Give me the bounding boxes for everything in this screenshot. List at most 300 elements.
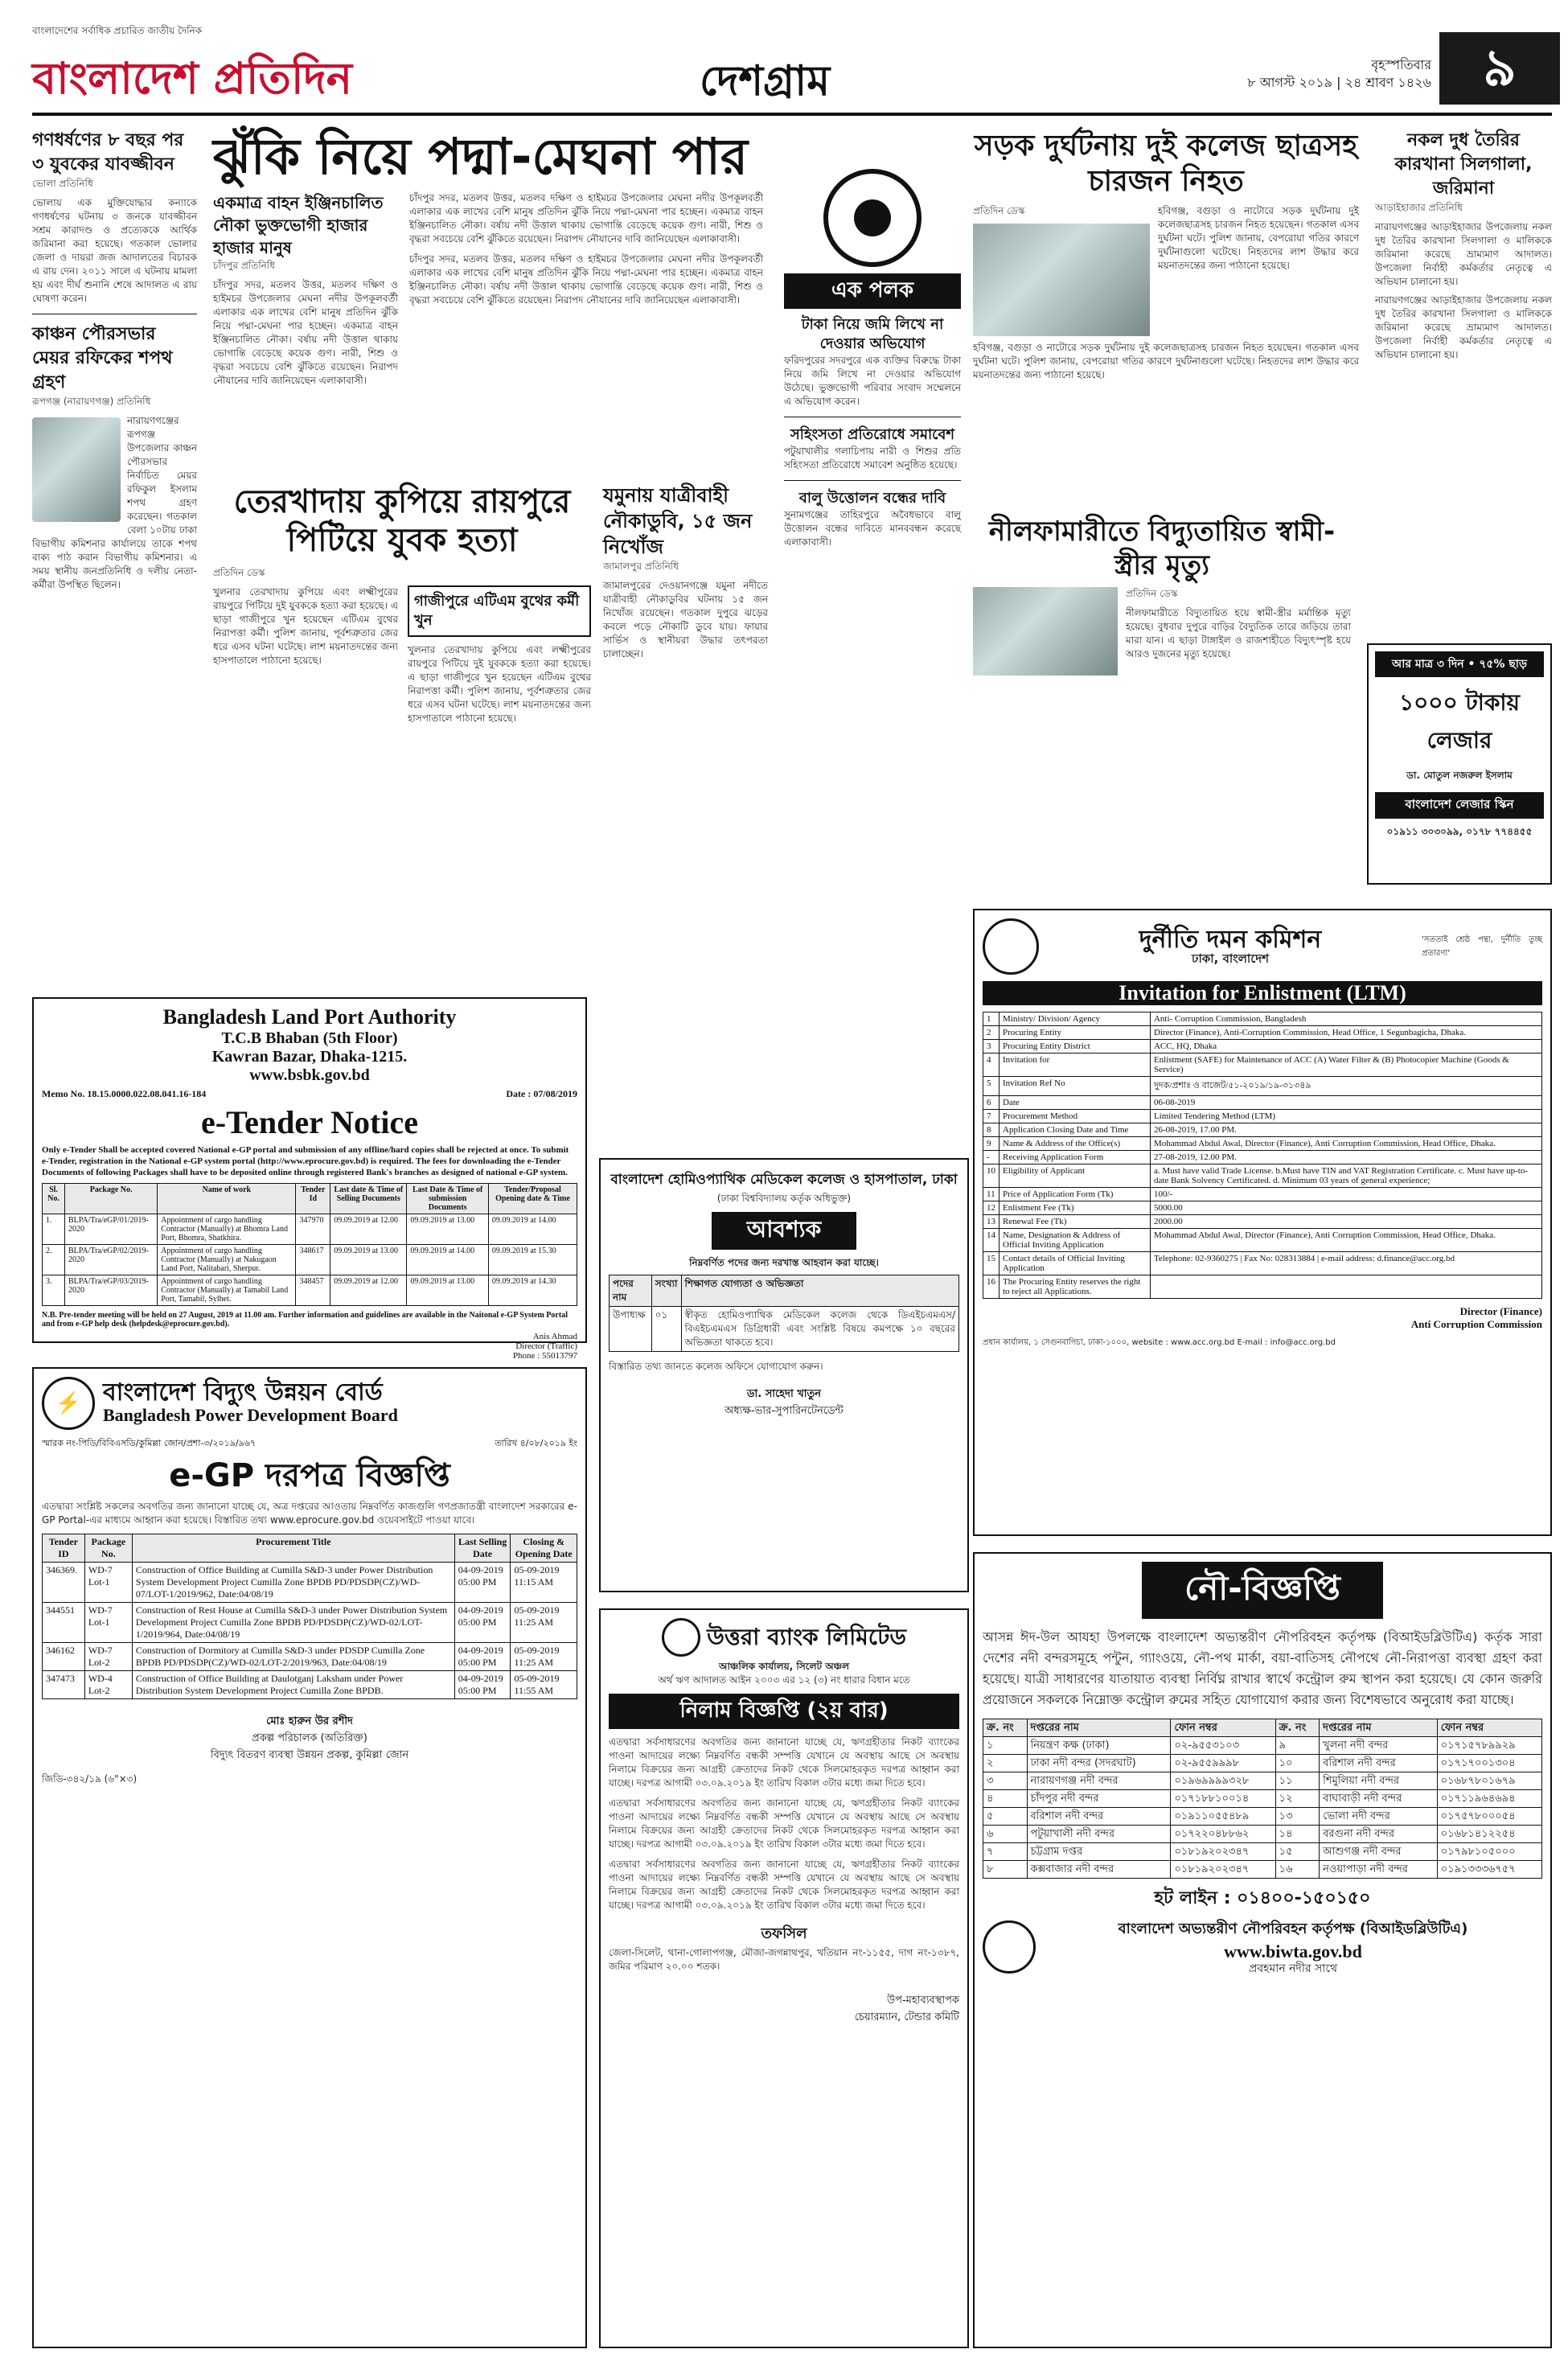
table-cell: Telephone: 02-9360275 | Fax No: 028313884 | e-mail address: d.finance@acc.org.bd [1150,1252,1541,1275]
table-cell: ০১৯১৩৩৩৬৭৫৭ [1437,1861,1541,1879]
brief-body: সুনামগঞ্জের তাহিরপুরে অবৈধভাবে বালু উত্তোলন বন্ধের দাবিতে মানববন্ধন করেছে এলাকাবাসী। [784,509,961,548]
story-headline: যমুনায় যাত্রীবাহী নৌকাডুবি, ১৫ জন নিখোঁজ [603,484,753,558]
table-row [983,1188,1542,1201]
masthead-brand [32,24,370,105]
org-city: ঢাকা, বাংলাদেশ [1191,951,1270,966]
story-byline: রূপগঞ্জ (নারায়ণগঞ্জ) প্রতিনিধি [32,396,151,407]
table-row [43,1275,577,1306]
table-cell: ১০ [1275,1755,1320,1772]
notice-title: নিলাম বিজ্ঞপ্তি (২য় বার) [609,1694,959,1729]
table-header: ক্র. নং [983,1719,1028,1737]
notice-title: Invitation for Enlistment (LTM) [983,981,1542,1005]
table-cell: 09.09.2019 at 14.00 [488,1214,577,1245]
ad-clinic: বাংলাদেশ লেজার স্কিন [1375,792,1544,819]
table-cell: 09.09.2019 at 13.00 [407,1214,489,1245]
bank-logo-icon [662,1618,700,1657]
story-headline: নকল দুধ তৈরির কারখানা সিলগালা, জরিমানা [1394,130,1533,199]
notice-body: এতদ্বারা সর্বসাধারণের অবগতির জন্য জানানো যাচ্ছে যে, ঋণগ্রহীতার নিকট ব্যাংকের পাওনা আদায়ের লক্ষ্যে নিম্নবর্ণিত বন্ধকী সম্পত্তি যেখানে যে অবস্থায় আছে সে অবস্থায় নিলামে বিক্রয়ের জন্য আগ্রহী ক্রেতাদের নিকট থেকে সিলমোহরকৃত দরপত্র আহ্বান করা যাচ্ছে। দরপত্র আগামী ০৩.০৯.২০১৯ ইং তারিখ বিকাল ৩টার মধ্যে জমা দিতে হবে। [609,1797,959,1850]
notice-title: আবশ্যক [712,1212,856,1250]
story-title: কাঞ্চন পৌরসভার মেয়র রফিকের শপথ গ্রহণ [32,324,173,392]
story-body: নারায়ণগঞ্জের আড়াইহাজার উপজেলায় নকল দুধ তৈরির কারখানা সিলগালা ও মালিককে জরিমানা করেছে ভ্রাম্যমাণ আদালত। উপজেলা নির্বাহী কর্মকর্তার নেতৃত্বে এ অভিযান চালানো হয়। [1375,221,1552,287]
table-cell: WD-7 Lot-2 [84,1643,132,1671]
table-cell: Contact details of Official Inviting Application [999,1252,1151,1275]
table-cell: a. Must have valid Trade License. b.Must have TIN and VAT Registration Certificate. c. Must have up-to-date Bank Solvency Certificated. d. Minimum 03 years of general experience; [1150,1164,1541,1188]
story-body: খুলনার তেরখাদায় কুপিয়ে এবং লক্ষ্মীপুরের রায়পুরে পিটিয়ে দুই যুবককে হত্যা করা হয়েছে। এ ছাড়া গাজীপুরে খুন হয়েছেন এটিএম বুথের নিরাপত্তা কর্মী। পুলিশ জানায়, পূর্বশত্রুতার জের ধরে এসব ঘটনা ঘটেছে। লাশ ময়নাতদন্তের জন্য হাসপাতালে পাঠানো হয়েছে। [213,586,398,666]
table-cell: WD-7 Lot-1 [84,1563,132,1603]
lead-story [213,129,768,388]
table-row [43,1643,577,1671]
mayor-photo [32,417,121,522]
signatory-org: বিদ্যুৎ বিতরণ ব্যবস্থা উন্নয়ন প্রকল্প, কুমিল্লা জোন [210,1749,409,1761]
table-cell: 05-09-2019 11:55 AM [511,1671,577,1699]
table-cell: Mohammad Abdul Awal, Director (Finance), Anti Corruption Commission, Head Office, Dhaka. [1150,1229,1541,1252]
lead-subtitle: একমাত্র বাহন ইঞ্জিনচালিত নৌকা ভুক্তভোগী হাজার হাজার মানুষ [213,193,384,257]
masthead-rule [32,113,1552,116]
table-header: Tender ID [43,1534,85,1563]
table-cell: কক্সবাজার নদী বন্দর [1027,1861,1171,1879]
table-cell: 05-09-2019 11:25 AM [511,1643,577,1671]
story-byline: ভোলা প্রতিনিধি [32,178,93,189]
weekday: বৃহস্পতিবার [1371,57,1431,72]
story-body: নারায়ণগঞ্জের আড়াইহাজার উপজেলায় নকল দুধ তৈরির কারখানা সিলগালা ও মালিককে জরিমানা করেছে ভ্রাম্যমাণ আদালত। উপজেলা নির্বাহী কর্মকর্তার নেতৃত্বে এ অভিযান চালানো হয়। [1375,294,1552,360]
table-cell: Construction of Office Building at Cumilla S&D-3 under Power Distribution System Development Project Cumilla Zone BPDB PD/PDSDP(CZ)/WD-07/LOT-1/2019/962, Date:04/08/19 [132,1563,454,1603]
table-cell: 12 [983,1201,999,1215]
table-cell: WD-7 Lot-1 [84,1603,132,1643]
table-cell: WD-4 Lot-2 [84,1671,132,1699]
table-cell: Invitation for [999,1054,1151,1077]
ad-doctor: ডা. মোতুল নজরুল ইসলাম [1406,770,1513,781]
table-cell: ০১৭৯৮১০৫০০০ [1437,1843,1541,1861]
biwta-logo-icon [983,1920,1036,1974]
table-cell: 09.09.2019 at 15.30 [488,1245,577,1275]
table-cell: বরিশাল নদী বন্দর [1027,1808,1171,1826]
table-header: Procurement Title [132,1534,454,1563]
table-cell: দুদক/প্রশাঃ ও বাজেট/৫১-২০১৯/১৯-৩১৩৪৯ [1150,1077,1541,1096]
table-cell: 15 [983,1252,999,1275]
table-header: Last Selling Date [454,1534,511,1563]
table-row [983,1826,1542,1843]
table-cell: ১১ [1275,1772,1320,1790]
story-byline: আড়াইহাজার প্রতিনিধি [1375,202,1463,213]
table-cell: ৪ [983,1790,1028,1808]
table-cell: চট্টগ্রাম দপ্তর [1027,1843,1171,1861]
org-website: www.biwta.gov.bd [1224,1941,1362,1961]
table-cell: 348617 [296,1245,330,1275]
page-number: ৯ [1439,32,1560,105]
table-cell: 16 [983,1275,999,1299]
vacancy-table [609,1275,959,1352]
table-cell: Renewal Fee (Tk) [999,1215,1151,1229]
eye-logo-icon [823,169,922,267]
table-cell: Enlistment Fee (Tk) [999,1201,1151,1215]
signatory-title: প্রকল্প পরিচালক (অতিরিক্ত) [252,1732,367,1744]
ad-price: ১০০০ টাকায় লেজার [1398,689,1521,754]
org-name-bn: বাংলাদেশ বিদ্যুৎ উন্নয়ন বোর্ড [103,1378,383,1407]
org-affiliation: (ঢাকা বিশ্ববিদ্যালয় কর্তৃক অধিভুক্ত) [716,1193,852,1204]
story-byline: জামালপুর প্রতিনিধি [603,561,679,572]
story-headline: নীলফামারীতে বিদ্যুতায়িত স্বামী-স্ত্রীর মৃত্যু [988,515,1336,581]
notice-intro: এতদ্বারা সংশ্লিষ্ট সকলের অবগতির জন্য জানানো যাচ্ছে যে, অত্র দপ্তরের আওতায় নিম্নবর্ণিত কাজগুলি গণপ্রজাতন্ত্রী বাংলাদেশ সরকারের e-GP Portal-এর মাধ্যমে আহ্বান করা হয়েছে। বিস্তারিত তথ্য www.eprocure.gov.bd ওয়েবসাইটে পাওয়া যাবে। [42,1501,577,1526]
table-row [43,1563,577,1603]
laser-skin-ad [1367,643,1552,885]
table-cell: 26-08-2019, 17.00 PM. [1150,1123,1541,1137]
table-row [983,1861,1542,1879]
table-cell: Procurement Method [999,1110,1151,1123]
table-row [983,1110,1542,1123]
col1-stories [32,129,197,592]
table-header: Package No. [64,1184,157,1214]
table-cell: 5000.00 [1150,1201,1541,1215]
bpdb-logo-icon: ⚡ [42,1377,95,1430]
table-cell: 2. [43,1245,65,1275]
signatory-name: Anis Ahmad [532,1332,577,1341]
schedule-body: জেলা-সিলেট, থানা-গোলাপগঞ্জ, মৌজা-জগন্নাথপুর, খতিয়ান নং-১১৫৫, দাগ নং-১৩৮৭, জমির পরিমাণ ২০.০০ শতক। [609,1947,959,1972]
table-cell: Price of Application Form (Tk) [999,1188,1151,1201]
table-cell: 1. [43,1214,65,1245]
table-header: শিক্ষাগত যোগ্যতা ও অভিজ্ঞতা [681,1275,958,1307]
table-cell: আশুগঞ্জ নদী বন্দর [1320,1843,1438,1861]
biwta-notice [973,1552,1552,2348]
table-row [983,1755,1542,1772]
table-cell: ৩ [983,1772,1028,1790]
table-cell: 09.09.2019 at 13.00 [330,1245,407,1275]
hotline: হট লাইন : ০১৪০০-১৫০১৫০ [1154,1888,1371,1908]
table-row [983,1012,1542,1026]
notice-footer: প্রধান কার্যালয়, ১ সেগুনবাগিচা, ঢাকা-১০০০, website : www.acc.org.bd E-mail : info@acc.org.bd [983,1338,1336,1347]
table-cell: 04-09-2019 05:00 PM [454,1671,511,1699]
table-cell: নারায়ণগঞ্জ নদী বন্দর [1027,1772,1171,1790]
table-header: ক্র. নং [1275,1719,1320,1737]
uttara-bank-auction [599,1608,969,2348]
table-cell: 10 [983,1164,999,1188]
table-cell: স্বীকৃত হোমিওপ্যাথিক মেডিকেল কলেজ থেকে ডিএইচএমএস/বিএইচএমএস ডিগ্রিধারী এবং সংশ্লিষ্ট বিষয়ে কমপক্ষে ১০ বছরের অভিজ্ঞতা থাকতে হবে। [681,1307,958,1352]
schedule-title: তফসিল [761,1925,807,1942]
story-body: নারায়ণগঞ্জের রূপগঞ্জ উপজেলার কাঞ্চন পৌরসভার নির্বাচিত মেয়র রফিকুল ইসলাম শপথ গ্রহণ করেছেন। গতকাল বেলা ১০টায় ঢাকা বিভাগীয় কমিশনার কার্যালয়ে তাকে শপথ বাক্য পাঠ করান বিভাগীয় কমিশনার। এ সময় স্থানীয় জনপ্রতিনিধি ও দলীয় নেতা-কর্মীরা উপস্থিত ছিলেন। [32,415,197,590]
table-row [983,1164,1542,1188]
table-cell: Procuring Entity District [999,1040,1151,1054]
accident-photo [973,224,1150,336]
brand-logo: বাংলাদেশ প্রতিদিন [32,53,352,104]
table-cell: ০১৮১৯২০২৩৪৭ [1171,1861,1275,1879]
table-cell: ১৫ [1275,1843,1320,1861]
table-cell: নিয়ন্ত্রণ কক্ষ (ঢাকা) [1027,1737,1171,1755]
table-cell: ০১৯৬৯৯৯৯৩২৮ [1171,1772,1275,1790]
table-header: Sl. No. [43,1184,65,1214]
jamuna-story [603,483,768,661]
table-cell: Receiving Application Form [999,1151,1151,1164]
brief-body: ফরিদপুরের সদরপুরে এক ব্যক্তির বিরুদ্ধে টাকা নিয়ে জমি লিখে না দেওয়ার অভিযোগ উঠেছে। ভুক্তভোগী পরিবার সংবাদ সম্মেলনে এ অভিযোগ করেন। [784,355,961,407]
table-cell: 8 [983,1123,999,1137]
story-title: গণধর্ষণের ৮ বছর পর ৩ যুবকের যাবজ্জীবন [32,130,184,175]
lead-byline: চাঁদপুর প্রতিনিধি [213,260,275,271]
signatory-title: উপ-মহাব্যবস্থাপক [887,1994,959,2006]
org-website: www.bsbk.gov.bd [249,1066,370,1084]
table-cell: Construction of Dormitory at Cumilla S&D-3 under PDSDP Cumilla Zone BPDB PD/PDSDP(CZ)/WD-02/LOT-2/2019/963, Date:04/08/19 [132,1643,454,1671]
table-row [983,1229,1542,1252]
table-cell: Procuring Entity [999,1026,1151,1040]
issue-date: ৮ আগস্ট ২০১৯ | ২৪ শ্রাবণ ১৪২৬ [1247,75,1431,90]
story-body: হবিগঞ্জ, বগুড়া ও নাটোরে সড়ক দুর্ঘটনায় দুই কলেজছাত্রসহ চারজন নিহত হয়েছেন। গতকাল এসব দুর্ঘটনা ঘটে। পুলিশ জানায়, বেপরোয়া গতির কারণে দুর্ঘটনাগুলো ঘটেছে। নিহতদের লাশ উদ্ধার করে ময়নাতদন্তের জন্য পাঠানো হয়েছে। [1158,205,1359,271]
acc-logo-icon [983,918,1039,975]
table-cell: 05-09-2019 11:15 AM [511,1563,577,1603]
signatory-phone: Phone : 55013797 [512,1351,577,1361]
table-row [983,1077,1542,1096]
table-cell: বরিশাল নদী বন্দর [1320,1755,1438,1772]
notice-footer: বিস্তারিত তথ্য জানতে কলেজ অফিসে যোগাযোগ করুন। [609,1361,823,1372]
notice-title: নৌ-বিজ্ঞপ্তি [1142,1562,1383,1619]
table-cell: Ministry/ Division/ Agency [999,1012,1151,1026]
notice-body: আসন্ন ঈদ-উল আযহা উপলক্ষে বাংলাদেশ অভ্যন্তরীণ নৌপরিবহন কর্তৃপক্ষ (বিআইডব্লিউটিএ) কর্তৃক সারা দেশের নদী বন্দরসমূহে পন্টুন, গ্যাংওয়ে, নৌ-পথ মার্কা, বয়া-বাতিসহ নৌপথে নৌ-নিরাপত্তা ব্যবস্থা গ্রহণ করা হয়েছে। যাত্রী সাধারণের যাতায়াত ব্যবস্থা নির্বিঘ্ন রাখার স্বার্থে কন্ট্রোল রুম স্থাপন করা হয়েছে। যে কোন জরুরি প্রয়োজনে সকলকে নিম্নোক্ত কন্ট্রোল রুমের সহিত যোগাযোগ করার জন্য বিশেষভাবে অনুরোধ করা যাচ্ছে। [983,1629,1542,1707]
ek-palak-column [784,169,961,549]
table-cell: ৬ [983,1826,1028,1843]
table-row [983,1137,1542,1151]
story-body: জামালপুরের দেওয়ানগঞ্জে যমুনা নদীতে যাত্রীবাহী নৌকাডুবির ঘটনায় ১৫ জন নিখোঁজ রয়েছেন। গতকাল দুপুরে ঝড়ের কবলে পড়ে নৌকাটি ডুবে যায়। ফায়ার সার্ভিস ও স্থানীয়রা উদ্ধার তৎপরতা চালাচ্ছেন। [603,580,768,659]
table-cell: ০১৭৫৭৮০০০৫৪ [1437,1808,1541,1826]
table-header: ফোন নম্বর [1437,1719,1541,1737]
table-row [983,1151,1542,1164]
column-logo: এক পলক [784,273,961,309]
table-header: Closing & Opening Date [511,1534,577,1563]
table-cell: ১৩ [1275,1808,1320,1826]
org-name: বাংলাদেশ হোমিওপ্যাথিক মেডিকেল কলেজ ও হাসপাতাল, ঢাকা [610,1172,958,1188]
org-name-bn: বাংলাদেশ অভ্যন্তরীণ নৌপরিবহন কর্তৃপক্ষ (বিআইডব্লিউটিএ) [1118,1920,1468,1937]
memo-date: Date : 07/08/2019 [506,1088,577,1099]
table-cell: ০২-৯৫৫৩১০৩ [1171,1737,1275,1755]
table-cell: ০১৬৮১৪১২২৫৪ [1437,1826,1541,1843]
table-cell: ভোলা নদী বন্দর [1320,1808,1438,1826]
table-cell: Date [999,1096,1151,1110]
table-cell: ০১৯১১০৫৫৪৮৯ [1171,1808,1275,1826]
table-cell: 346162 [43,1643,85,1671]
accident-story [973,129,1359,382]
control-room-table [983,1719,1542,1879]
table-header: Package No. [84,1534,132,1563]
signatory-org: Anti Corruption Commission [1410,1318,1542,1330]
tender-table [42,1183,577,1306]
signatory-sub: চেয়ারম্যান, টেন্ডার কমিটি [854,2011,959,2023]
story-body: খুলনার তেরখাদায় কুপিয়ে এবং লক্ষ্মীপুরের রায়পুরে পিটিয়ে দুই যুবককে হত্যা করা হয়েছে। এ ছাড়া গাজীপুরে খুন হয়েছেন এটিএম বুথের নিরাপত্তা কর্মী। পুলিশ জানায়, পূর্বশত্রুতার জের ধরে এসব ঘটনা ঘটেছে। লাশ ময়নাতদন্তের জন্য হাসপাতালে পাঠানো হয়েছে। [408,644,591,724]
table-cell: 100/- [1150,1188,1541,1201]
table-cell: Mohammad Abdul Awal, Director (Finance), Anti Corruption Commission, Head Office, Dhaka. [1150,1137,1541,1151]
table-cell: 2000.00 [1150,1215,1541,1229]
table-cell: খুলনা নদী বন্দর [1320,1737,1438,1755]
table-cell: 1 [983,1012,999,1026]
table-cell: 7 [983,1110,999,1123]
table-cell: ১৬ [1275,1861,1320,1879]
lead-body-continued: চাঁদপুর সদর, মতলব উত্তর, মতলব দক্ষিণ ও হাইমচর উপজেলার মেঘনা নদীর উপকূলবর্তী এলাকার এক লাখের বেশি মানুষ প্রতিদিন ঝুঁকি নিয়ে পদ্মা-মেঘনা পার হচ্ছেন। একমাত্র বাহন ইঞ্জিনচালিত নৌকা। বর্ষায় নদী উত্তাল থাকায় ভোগান্তি বেড়েছে কয়েক গুণ। নারী, শিশু ও বৃদ্ধরা সবচেয়ে বেশি ঝুঁকিতে রয়েছেন। নিরাপদ নৌযানের দাবি জানিয়েছেন এলাকাবাসী। [409,192,763,244]
table-cell: ০১৬৮৭৮০১৬৭৯ [1437,1772,1541,1790]
table-row [983,1123,1542,1137]
table-cell: 346369. [43,1563,85,1603]
table-row [43,1603,577,1643]
table-cell: পটুয়াখালী নদী বন্দর [1027,1826,1171,1843]
table-cell: ৮ [983,1861,1028,1879]
table-cell: 11 [983,1188,999,1201]
table-row [983,1054,1542,1077]
table-cell: Construction of Rest House at Cumilla S&D-3 under Power Distribution System Development Project Cumilla Zone BPDB PD/PDSDP(CZ)/WD-02/LOT-1/2019/964, Date:04/08/19 [132,1603,454,1643]
table-cell: 5 [983,1077,999,1096]
bank-office: আঞ্চলিক কার্যালয়, সিলেট অঞ্চল [718,1661,850,1672]
table-cell: - [983,1151,999,1164]
table-header: Last date & Time of Selling Documents [330,1184,407,1214]
table-cell: 06-08-2019 [1150,1096,1541,1110]
table-cell: 9 [983,1137,999,1151]
table-cell: Director (Finance), Anti-Corruption Commission, Head Office, 1 Segunbagicha, Dhaka. [1150,1026,1541,1040]
table-row [983,1737,1542,1755]
table-row [983,1040,1542,1054]
table-cell: 27-08-2019, 12.00 PM. [1150,1151,1541,1164]
divider [784,480,961,481]
signatory-name: ডা. সাহেদা খাতুন [746,1388,822,1400]
org-address: Kawran Bazar, Dhaka-1215. [211,1048,408,1066]
table-cell: Construction of Office Building at Daulotganj Laksham under Power Distribution System Development Project Cumilla Zone BPDB. [132,1671,454,1699]
brand-tagline: বাংলাদেশের সর্বাধিক প্রচারিত জাতীয় দৈনিক [32,25,203,36]
bpdb-tender-notice [32,1367,587,2348]
notice-footnote: N.B. Pre-tender meeting will be held on 27 August, 2019 at 11.00 am. Further information and guidelines are available in the Naitonal e-GP System Portal and from e-GP help desk (helpdesk@eprocure.gov.bd). [42,1311,568,1329]
table-cell: 2 [983,1026,999,1040]
table-cell: 04-09-2019 05:00 PM [454,1563,511,1603]
table-cell: Enlistment (SAFE) for Maintenance of ACC (A) Water Filter & (B) Photocopier Machine (Goods & Service) [1150,1054,1541,1077]
table-cell: বরগুনা নদী বন্দর [1320,1826,1438,1843]
table-header: পদের নাম [610,1275,652,1307]
memo-number: Memo No. 18.15.0000.022.08.041.16-184 [42,1088,207,1099]
org-address: T.C.B Bhaban (5th Floor) [221,1029,398,1047]
story-body: নীলফামারীতে বিদ্যুতায়িত হয়ে স্বামী-স্ত্রীর মর্মান্তিক মৃত্যু হয়েছে। বুধবার দুপুরে বাড়ির বৈদ্যুতিক তারে জড়িয়ে তারা মারা যান। এ ছাড়া টাঙ্গাইল ও রাজশাহীতে বিদ্যুৎস্পৃষ্ট হয়ে আরও দুজনের মৃত্যু হয়েছে। [1126,607,1351,659]
table-cell: বাঘাবাড়ী নদী বন্দর [1320,1790,1438,1808]
table-header: ফোন নম্বর [1171,1719,1275,1737]
table-header: Name of work [158,1184,296,1214]
tender-table [42,1534,577,1699]
table-cell: The Procuring Entity reserves the right to reject all Applications. [999,1275,1151,1299]
story-byline: প্রতিদিন ডেস্ক [213,567,265,578]
dateline [1158,56,1431,92]
memo-number: স্মারক নং-পিডি/বিবিএসডি/কুমিল্লা জোন/প্রশা-৩/২০১৯/৯৬৭ [42,1438,257,1448]
org-name: Bangladesh Land Port Authority [162,1005,457,1029]
lead-body: চাঁদপুর সদর, মতলব উত্তর, মতলব দক্ষিণ ও হাইমচর উপজেলার মেঘনা নদীর উপকূলবর্তী এলাকার এক লাখের বেশি মানুষ প্রতিদিন ঝুঁকি নিয়ে পদ্মা-মেঘনা পার হচ্ছেন। একমাত্র বাহন ইঞ্জিনচালিত নৌকা। বর্ষায় নদী উত্তাল থাকায় ভোগান্তি বেড়েছে কয়েক গুণ। নারী, শিশু ও বৃদ্ধরা সবচেয়ে বেশি ঝুঁকিতে রয়েছেন। নিরাপদ নৌযানের দাবি জানিয়েছেন এলাকাবাসী। [213,279,398,386]
org-name-en: Bangladesh Power Development Board [103,1405,398,1425]
signatory-title: অধ্যক্ষ-ভার-সুপারিনটেনডেন্ট [724,1405,844,1417]
table-cell: ACC, HQ, Dhaka [1150,1040,1541,1054]
table-cell: 348457 [296,1275,330,1306]
notice-body: এতদ্বারা সর্বসাধারণের অবগতির জন্য জানানো যাচ্ছে যে, ঋণগ্রহীতার নিকট ব্যাংকের পাওনা আদায়ের লক্ষ্যে নিম্নবর্ণিত বন্ধকী সম্পত্তি যেখানে যে অবস্থায় আছে সে অবস্থায় নিলামে বিক্রয়ের জন্য আগ্রহী ক্রেতাদের নিকট থেকে সিলমোহরকৃত দরপত্র আহ্বান করা যাচ্ছে। দরপত্র আগামী ০৩.০৯.২০১৯ ইং তারিখ বিকাল ৩টার মধ্যে জমা দিতে হবে। [609,1736,959,1789]
table-cell: ১২ [1275,1790,1320,1808]
table-row [983,1096,1542,1110]
table-cell: 05-09-2019 11:25 AM [511,1603,577,1643]
story-byline: প্রতিদিন ডেস্ক [973,205,1025,216]
table-cell: ঢাকা নদী বন্দর (সদরঘাট) [1027,1755,1171,1772]
table-cell: 6 [983,1096,999,1110]
table-cell: 347970 [296,1214,330,1245]
table-cell: Application Closing Date and Time [999,1123,1151,1137]
table-cell: উপাধ্যক্ষ [610,1307,652,1352]
table-cell: Name, Designation & Address of Official Inviting Application [999,1229,1151,1252]
story-byline: প্রতিদিন ডেস্ক [1126,588,1178,599]
table-row [983,1843,1542,1861]
table-row [43,1245,577,1275]
table-row [983,1275,1542,1299]
brief-body: পটুয়াখালীর গলাচিপায় নারী ও শিশুর প্রতি সহিংসতা প্রতিরোধে সমাবেশ অনুষ্ঠিত হয়েছে। [784,446,961,470]
table-row [983,1252,1542,1275]
story-body: ভোলায় এক মুক্তিযোদ্ধার কন্যাকে গণধর্ষণের ঘটনায় ৩ জনকে যাবজ্জীবন সশ্রম কারাদণ্ড ও প্রত্যেককে আর্থিক জরিমানা করা হয়েছে। গতকাল ভোলার জেলা ও দায়রা জজ আদালতের বিচারক এ রায় দেন। ২০১১ সালে এ ঘটনায় মামলা হয় এবং দীর্ঘ শুনানি শেষে আদালত এ রায় ঘোষণা করেন। [32,197,197,304]
table-cell [1150,1275,1541,1299]
table-cell: ৯ [1275,1737,1320,1755]
table-cell: ০২-৯৫৫৯৯৯৮ [1171,1755,1275,1772]
ad-reference: জিডি-৩৪২/১৯ (৬"×৩) [42,1773,138,1785]
table-cell: ১ [983,1737,1028,1755]
memo-date: তারিখ ৪/০৮/২০১৯ ইং [495,1438,577,1448]
table-cell: নওয়াপাড়া নদী বন্দর [1320,1861,1438,1879]
notice-intro: Only e-Tender Shall be accepted covered National e-GP portal and submission of any offline/hard copies shall be rejected at once. To submit e-Tender, registration in the National e-GP system portal (http://www.eprocure.gov.bd) is required. The fees for downloading the e-Tender Documents of following Packages shall have to be deposited online through registered Bank's branches as designed of national e-GP system. [42,1145,569,1177]
table-cell: 09.09.2019 at 13.00 [407,1275,489,1306]
brief-title: বালু উত্তোলন বন্ধের দাবি [798,490,946,507]
table-cell: 09.09.2019 at 14.00 [407,1245,489,1275]
table-row [983,1790,1542,1808]
bank-name: উত্তরা ব্যাংক লিমিটেড [707,1624,906,1650]
box-headline: গাজীপুরে এটিএম বুথের কর্মী খুন [414,593,580,629]
table-row [983,1772,1542,1790]
lead-headline: ঝুঁকি নিয়ে পদ্মা-মেঘনা পার [213,127,749,186]
table-cell: 14 [983,1229,999,1252]
table-header: Tender Id [296,1184,330,1214]
table-cell: 09.09.2019 at 14.30 [488,1275,577,1306]
lead-body-continued: চাঁদপুর সদর, মতলব উত্তর, মতলব দক্ষিণ ও হাইমচর উপজেলার মেঘনা নদীর উপকূলবর্তী এলাকার এক লাখের বেশি মানুষ প্রতিদিন ঝুঁকি নিয়ে পদ্মা-মেঘনা পার হচ্ছেন। একমাত্র বাহন ইঞ্জিনচালিত নৌকা। বর্ষায় নদী উত্তাল থাকায় ভোগান্তি বেড়েছে কয়েক গুণ। নারী, শিশু ও বৃদ্ধরা সবচেয়ে বেশি ঝুঁকিতে রয়েছেন। নিরাপদ নৌযানের দাবি জানিয়েছেন এলাকাবাসী। [409,253,763,306]
table-cell: Eligibility of Applicant [999,1164,1151,1188]
table-cell: BLPA/Tra/eGP/03/2019-2020 [64,1275,157,1306]
org-tagline: 'সততাই শ্রেষ্ঠ পন্থা, দুর্নীতি তুচ্ছ প্রতারণা' [1422,935,1542,958]
table-cell: ০১৭১৮৮১০০১৪ [1171,1790,1275,1808]
notice-title: e-Tender Notice [201,1104,418,1140]
story-headline: সড়ক দুর্ঘটনায় দুই কলেজ ছাত্রসহ চারজন নিহত [974,129,1358,198]
signatory-title: Director (Finance) [1459,1305,1542,1317]
table-cell: Limited Tendering Method (LTM) [1150,1110,1541,1123]
signatory-title: Director (Traffic) [515,1341,577,1351]
table-header: Last Date & Time of submission Documents [407,1184,489,1214]
story-photo [973,587,1118,676]
table-header: Tender/Proposal Opening date & Time [488,1184,577,1214]
table-cell: Anti- Corruption Commission, Bangladesh [1150,1012,1541,1026]
notice-intro: নিম্নবর্ণিত পদের জন্য দরখাস্ত আহবান করা যাচ্ছে। [689,1257,879,1268]
table-row [983,1026,1542,1040]
table-cell: ০১ [651,1307,681,1352]
brief-title: টাকা নিয়ে জমি লিখে না দেওয়ার অভিযোগ [801,316,944,352]
story-body: হবিগঞ্জ, বগুড়া ও নাটোরে সড়ক দুর্ঘটনায় দুই কলেজছাত্রসহ চারজন নিহত হয়েছেন। গতকাল এসব দুর্ঘটনা ঘটে। পুলিশ জানায়, বেপরোয়া গতির কারণে দুর্ঘটনাগুলো ঘটেছে। নিহতদের লাশ উদ্ধার করে ময়নাতদন্তের জন্য পাঠানো হয়েছে। [973,342,1359,380]
table-cell: 09.09.2019 at 12.00 [330,1214,407,1245]
table-cell: চাঁদপুর নদী বন্দর [1027,1790,1171,1808]
table-cell: 09.09.2019 at 12.00 [330,1275,407,1306]
kupi-story [213,483,591,725]
notice-title: e-GP দরপত্র বিজ্ঞপ্তি [169,1457,450,1494]
table-cell: 04-09-2019 05:00 PM [454,1643,511,1671]
table-cell: Appointment of cargo handling Contractor (Manually) at Nakugaon Land Port, Nalitabari, Sherpur. [158,1245,296,1275]
table-row [983,1808,1542,1826]
table-cell: BLPA/Tra/eGP/02/2019-2020 [64,1245,157,1275]
table-cell: ১৪ [1275,1826,1320,1843]
table-cell: Appointment of cargo handling Contractor (Manually) at Tamabil Land Port, Tamabil, Sylhet. [158,1275,296,1306]
table-cell: Name & Address of the Office(s) [999,1137,1151,1151]
table-cell: ০১৭১১৯৬৪৬৯৪ [1437,1790,1541,1808]
table-row [43,1671,577,1699]
signatory-name: মোঃ হারুন উর রশীদ [266,1715,353,1727]
table-cell: ০১৭২২০৪৮৮৬২ [1171,1826,1275,1843]
table-cell: 13 [983,1215,999,1229]
table-cell: ৫ [983,1808,1028,1826]
story-headline: তেরখাদায় কুপিয়ে রায়পুরে পিটিয়ে যুবক হত্যা [233,483,571,559]
table-cell: শিমুলিয়া নদী বন্দর [1320,1772,1438,1790]
table-cell: 4 [983,1054,999,1077]
legal-basis: অর্থ ঋণ আদালত আইন ২০০৩ এর ১২ (৩) নং ধারার বিধান মতে [658,1674,910,1686]
table-cell: ০১৭১৫৭৮৯৯২৯ [1437,1737,1541,1755]
table-row [983,1201,1542,1215]
